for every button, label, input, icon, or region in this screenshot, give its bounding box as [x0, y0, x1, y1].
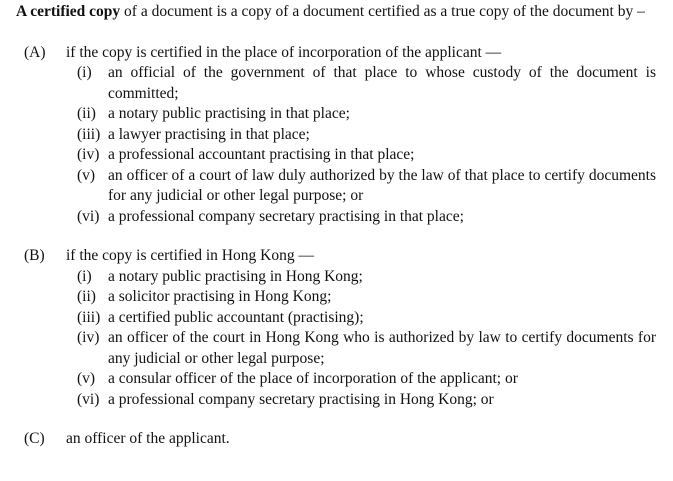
- item-number: (iv): [77, 146, 100, 163]
- item-number: (vi): [77, 390, 100, 408]
- item-text: an officer of the court in Hong Kong who is authorized by law to certify documents for any judicial or other legal purpose;: [108, 329, 656, 367]
- section-heading-text: if the copy is certified in the place of incorporation of the applicant —: [66, 43, 502, 61]
- section-heading: [16, 246, 656, 267]
- item-number: (ii): [77, 288, 96, 305]
- item-text: a solicitor practising in Hong Kong;: [108, 288, 332, 305]
- item-number: (ii): [77, 105, 96, 122]
- item-number: (iii): [77, 125, 101, 143]
- item-number: (iii): [77, 308, 101, 326]
- definition-paragraph: [16, 2, 656, 23]
- section-heading-text: an officer of the applicant.: [66, 430, 230, 447]
- item-number: (v): [77, 370, 96, 387]
- list-item: [16, 369, 656, 390]
- section-heading: [16, 429, 656, 450]
- list-item: [16, 308, 656, 329]
- item-text: a notary public practising in that place;: [108, 105, 350, 122]
- item-number: (v): [77, 166, 96, 184]
- item-text: an officer of a court of law duly authorized by the law of that place to certify documents for any judicial or other legal purpose; or: [108, 166, 656, 204]
- section-a-items: [16, 63, 656, 227]
- section-label: (A): [24, 43, 46, 61]
- item-text: a consular officer of the place of incorporation of the applicant; or: [108, 370, 518, 387]
- section-c: [16, 429, 656, 450]
- definition-text: of a document is a copy of a document certified as a true copy of the document by –: [120, 3, 645, 20]
- section-label: (C): [24, 430, 45, 447]
- document-body: [16, 2, 656, 450]
- list-item: [16, 104, 656, 125]
- list-item: [16, 166, 656, 207]
- item-number: (i): [77, 64, 92, 81]
- item-text: an official of the government of that place to whose custody of the document is committed;: [108, 64, 656, 102]
- section-a: [16, 43, 656, 228]
- section-label: (B): [24, 247, 45, 264]
- section-b-items: [16, 267, 656, 411]
- item-text: a professional accountant practising in that place;: [108, 146, 415, 163]
- item-number: (i): [77, 267, 92, 285]
- section-b: [16, 246, 656, 410]
- list-item: [16, 145, 656, 166]
- list-item: [16, 63, 656, 104]
- section-heading-text: if the copy is certified in Hong Kong —: [66, 247, 314, 264]
- item-text: a notary public practising in Hong Kong;: [108, 267, 363, 285]
- item-text: a lawyer practising in that place;: [108, 125, 310, 143]
- item-number: (iv): [77, 329, 100, 346]
- list-item: [16, 390, 656, 411]
- list-item: [16, 328, 656, 369]
- defined-term: A certified copy: [16, 3, 121, 20]
- list-item: [16, 287, 656, 308]
- list-item: [16, 207, 656, 228]
- item-text: a professional company secretary practising in that place;: [108, 207, 464, 225]
- item-text: a professional company secretary practising in Hong Kong; or: [108, 390, 494, 408]
- item-text: a certified public accountant (practising);: [108, 308, 364, 326]
- list-item: [16, 267, 656, 288]
- list-item: [16, 125, 656, 146]
- section-heading: [16, 43, 656, 64]
- item-number: (vi): [77, 207, 100, 225]
